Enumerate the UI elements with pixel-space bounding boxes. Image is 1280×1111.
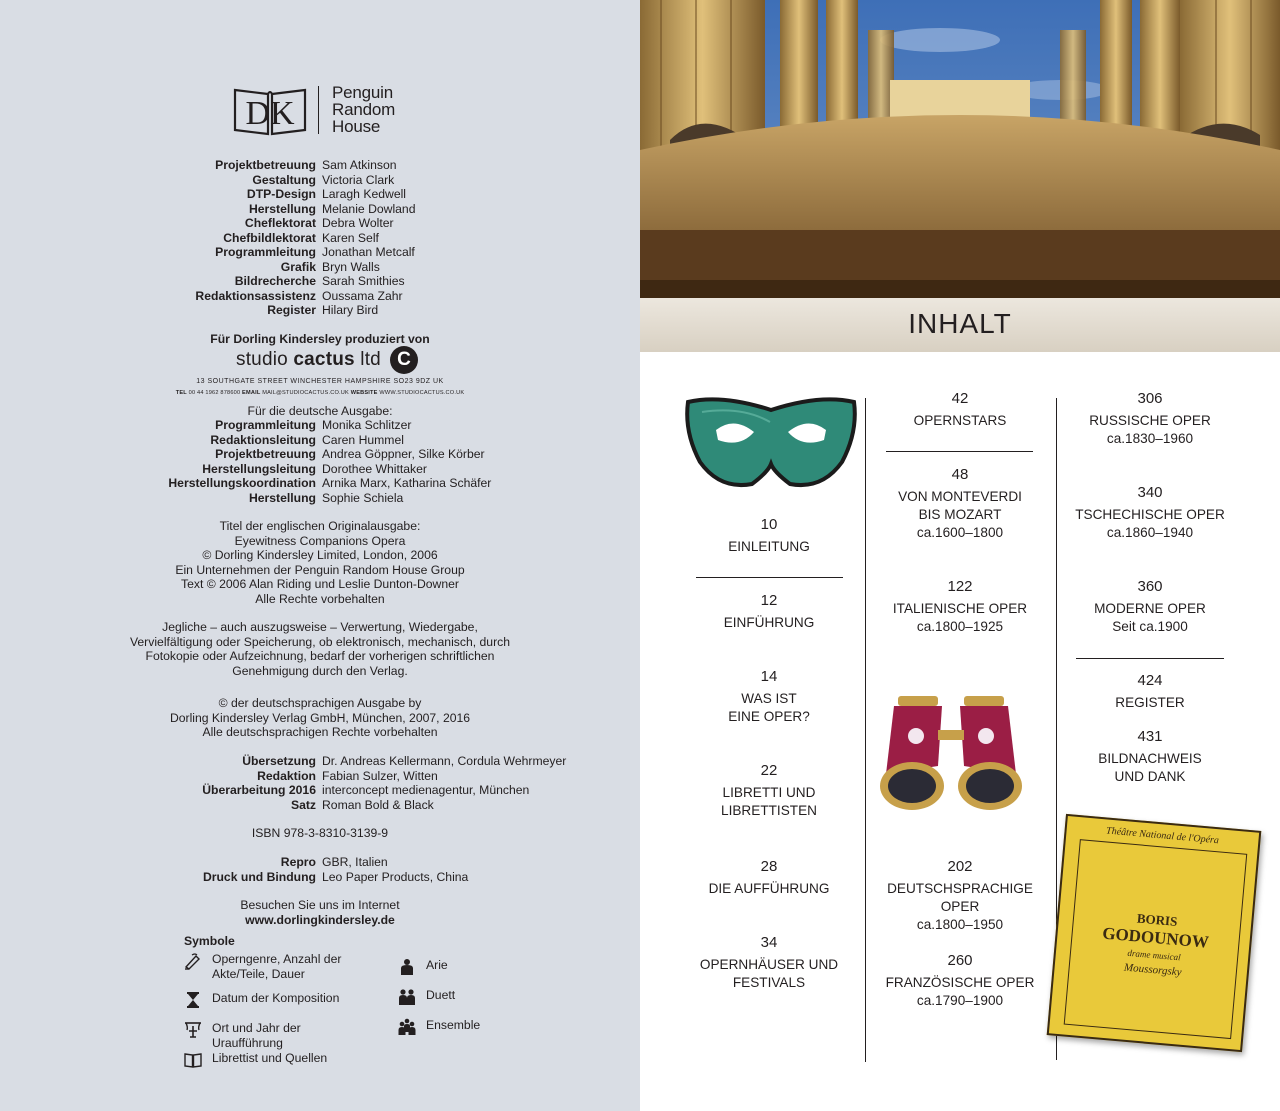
credit-row bbox=[100, 158, 540, 173]
notice-line: Eyewitness Companions Opera bbox=[234, 533, 406, 548]
symbol-label: Datum der Komposition bbox=[212, 991, 340, 1005]
credit-value: interconcept medienagentur, München bbox=[322, 783, 530, 797]
credit-row bbox=[100, 447, 540, 462]
toc-entry[interactable] bbox=[1060, 672, 1240, 712]
toc-page: 306 bbox=[1137, 390, 1163, 407]
poster-header: Théâtre National de l'Opéra bbox=[1105, 825, 1220, 847]
credit-row bbox=[100, 289, 540, 304]
credit-label: Redaktion bbox=[257, 768, 316, 783]
column-divider bbox=[865, 398, 866, 1062]
credit-value: Dr. Andreas Kellermann, Cordula Wehrmeyer bbox=[322, 754, 567, 768]
credit-label: Programmleitung bbox=[215, 418, 316, 432]
credit-row bbox=[100, 216, 540, 231]
credit-value: Victoria Clark bbox=[322, 172, 395, 187]
toc-page: 42 bbox=[951, 390, 969, 407]
toc-page: 48 bbox=[951, 466, 969, 483]
wordmark-line: Penguin bbox=[332, 83, 393, 102]
notice-line: Titel der englischen Originalausgabe: bbox=[219, 519, 421, 533]
credit-value: Debra Wolter bbox=[322, 216, 394, 230]
credit-value: Fabian Sulzer, Witten bbox=[322, 768, 438, 783]
website-value: WWW.STUDIOCACTUS.CO.UK bbox=[379, 390, 465, 396]
toc-entry[interactable] bbox=[870, 952, 1050, 1010]
toc-subtitle: ca.1790–1900 bbox=[916, 993, 1004, 1008]
credit-row bbox=[100, 855, 540, 870]
isbn: ISBN 978-3-8310-3139-9 bbox=[251, 826, 389, 840]
credit-value: Karen Self bbox=[322, 230, 379, 245]
credit-value: Sam Atkinson bbox=[322, 158, 397, 172]
toc-page: 122 bbox=[947, 578, 973, 595]
credit-label: Herstellung bbox=[248, 201, 316, 216]
print-credits bbox=[100, 855, 540, 884]
contents-header-band bbox=[640, 298, 1280, 352]
dk-book-logo-icon bbox=[232, 84, 308, 136]
toc-entry[interactable] bbox=[679, 762, 859, 820]
credit-value: Roman Bold & Black bbox=[322, 797, 434, 812]
symbol-label: Operngenre, Anzahl der Akte/Teile, Dauer bbox=[212, 952, 342, 981]
email-value: MAIL@STUDIOCACTUS.CO.UK bbox=[262, 390, 349, 396]
credit-row bbox=[100, 491, 540, 506]
toc-page: 202 bbox=[947, 858, 973, 875]
credit-label: Register bbox=[267, 303, 316, 317]
credit-row bbox=[100, 245, 540, 260]
toc-page: 34 bbox=[760, 934, 778, 951]
notice-line: © Dorling Kindersley Limited, London, 2006 bbox=[202, 548, 438, 562]
credit-label: Projektbetreuung bbox=[215, 158, 316, 172]
symbol-label: Ensemble bbox=[426, 1018, 481, 1032]
credit-value: Melanie Dowland bbox=[322, 201, 416, 216]
credit-value: Andrea Göppner, Silke Körber bbox=[322, 447, 485, 461]
credit-label: Cheflektorat bbox=[244, 216, 316, 230]
credit-row bbox=[100, 754, 567, 769]
symbol-label: Ort und Jahr der Uraufführung bbox=[212, 1021, 301, 1050]
credit-label: Übersetzung bbox=[242, 754, 316, 768]
credit-row bbox=[100, 187, 540, 202]
credit-label: Druck und Bindung bbox=[202, 869, 316, 884]
penguin-random-house-wordmark bbox=[332, 84, 395, 135]
section-divider bbox=[1076, 658, 1224, 659]
credit-label: Herstellungsleitung bbox=[202, 461, 316, 476]
uk-credits bbox=[100, 158, 540, 318]
poster-title-line: GODOUNOW bbox=[1101, 923, 1210, 952]
toc-page: 22 bbox=[760, 762, 778, 779]
credit-row bbox=[100, 870, 540, 885]
toc-page: 10 bbox=[760, 516, 778, 533]
credit-row bbox=[100, 173, 540, 188]
toc-title: ITALIENISCHE OPER bbox=[892, 601, 1028, 616]
credit-label: Projektbetreuung bbox=[215, 447, 316, 461]
credit-label: Programmleitung bbox=[215, 245, 316, 259]
boris-godunov-poster bbox=[1047, 814, 1262, 1052]
opera-glasses-image bbox=[872, 690, 1028, 820]
credit-value: Sarah Smithies bbox=[322, 274, 405, 288]
toc-title: TSCHECHISCHE OPER bbox=[1075, 507, 1225, 522]
credit-label: DTP-Design bbox=[246, 187, 316, 201]
toc-subtitle: ca.1800–1950 bbox=[916, 917, 1004, 932]
toc-entry[interactable] bbox=[1060, 484, 1240, 542]
notice-line: Genehmigung durch den Verlag. bbox=[232, 663, 408, 678]
credit-row bbox=[100, 260, 540, 275]
credit-row bbox=[100, 783, 540, 798]
studio-address: 13 SOUTHGATE STREET WINCHESTER HAMPSHIRE SO23 9DZ UK bbox=[196, 378, 444, 385]
open-book-icon bbox=[184, 1051, 202, 1069]
toc-title: OPERNHÄUSER UND FESTIVALS bbox=[699, 957, 839, 990]
credit-value: Jonathan Metcalf bbox=[322, 245, 415, 259]
section-divider bbox=[886, 451, 1033, 452]
notice-line: Vervielfältigung oder Speicherung, ob elektronisch, mechanisch, durch bbox=[129, 634, 511, 649]
german-copyright bbox=[90, 696, 550, 740]
toc-page: 260 bbox=[947, 952, 973, 969]
credit-label: Redaktionsleitung bbox=[210, 432, 316, 447]
toc-title: DEUTSCHSPRACHIGE OPER bbox=[887, 881, 1033, 914]
toc-subtitle: Seit ca.1900 bbox=[1112, 619, 1188, 634]
email-label: EMAIL bbox=[242, 390, 261, 396]
credit-label: Herstellung bbox=[248, 490, 316, 505]
original-edition-notice bbox=[90, 519, 550, 606]
toc-entry[interactable] bbox=[679, 516, 859, 556]
toc-subtitle: ca.1600–1800 bbox=[916, 525, 1004, 540]
credit-label: Satz bbox=[290, 797, 316, 812]
credit-value: Sophie Schiela bbox=[322, 490, 404, 505]
contents-title: INHALT bbox=[908, 308, 1012, 339]
wordmark-line: Random bbox=[332, 100, 396, 119]
toc-title: EINLEITUNG bbox=[728, 539, 810, 554]
credit-label: Herstellungskoordination bbox=[168, 476, 316, 490]
solo-singer-icon bbox=[398, 958, 416, 976]
notice-line: Fotokopie oder Aufzeichnung, bedarf der vorherigen schriftlichen bbox=[145, 649, 495, 663]
credit-value: Laragh Kedwell bbox=[322, 187, 407, 201]
credit-label: Chefbildlektorat bbox=[223, 230, 316, 245]
toc-entry[interactable] bbox=[870, 390, 1050, 430]
credit-value: Leo Paper Products, China bbox=[322, 869, 469, 884]
poster-title-line: BORIS bbox=[1136, 910, 1178, 929]
ensemble-icon bbox=[398, 1018, 416, 1036]
notice-line: Ein Unternehmen der Penguin Random House Group bbox=[175, 562, 465, 577]
toc-page: 360 bbox=[1137, 578, 1163, 595]
toc-entry[interactable] bbox=[1060, 390, 1240, 448]
toc-title: REGISTER bbox=[1115, 695, 1185, 710]
poster-subtitle: drame musical bbox=[1127, 947, 1182, 963]
notice-line: Alle Rechte vorbehalten bbox=[255, 591, 385, 606]
credit-value: Bryn Walls bbox=[322, 259, 380, 274]
toc-entry[interactable] bbox=[870, 466, 1050, 542]
section-divider bbox=[696, 577, 843, 578]
toc-title: OPERNSTARS bbox=[913, 413, 1007, 428]
duet-icon bbox=[398, 988, 416, 1006]
credit-row bbox=[100, 231, 540, 246]
toc-page: 28 bbox=[760, 858, 778, 875]
studio-cactus-logo bbox=[236, 344, 426, 376]
toc-subtitle: ca.1830–1960 bbox=[1106, 431, 1194, 446]
stage-icon bbox=[184, 1021, 202, 1039]
credit-value: Caren Hummel bbox=[322, 432, 404, 447]
notice-line: © der deutschsprachigen Ausgabe by bbox=[218, 696, 422, 710]
cactus-word: cactus bbox=[293, 349, 355, 370]
toc-page: 424 bbox=[1137, 672, 1163, 689]
credit-row bbox=[100, 303, 540, 318]
stage-scene-illustration bbox=[640, 0, 1280, 298]
opera-stage-photo bbox=[640, 0, 1280, 298]
toc-entry[interactable] bbox=[679, 934, 859, 992]
toc-title: BILDNACHWEIS UND DANK bbox=[1098, 751, 1202, 784]
cactus-badge-icon: C bbox=[390, 346, 418, 374]
toc-title: VON MONTEVERDI BIS MOZART bbox=[898, 489, 1022, 522]
credit-row bbox=[100, 202, 540, 217]
credit-label: Redaktionsassistenz bbox=[195, 288, 316, 303]
credit-row bbox=[100, 433, 540, 448]
symbol-label: Arie bbox=[426, 958, 448, 972]
credit-value: Hilary Bird bbox=[322, 303, 379, 317]
toc-entry[interactable] bbox=[870, 578, 1050, 636]
wordmark-line: House bbox=[332, 117, 381, 136]
mask-image bbox=[682, 392, 860, 496]
credit-label: Grafik bbox=[280, 259, 316, 274]
studio-cactus-wordmark bbox=[236, 349, 381, 371]
notice-line: Alle deutschsprachigen Rechte vorbehalten bbox=[202, 725, 438, 739]
poster-composer: Moussorgsky bbox=[1123, 961, 1183, 979]
credit-row bbox=[100, 798, 540, 813]
tel-value: 00 44 1962 878600 bbox=[188, 390, 241, 396]
hourglass-icon bbox=[184, 991, 202, 1009]
toc-title: DIE AUFFÜHRUNG bbox=[708, 881, 830, 896]
website-label: WEBSITE bbox=[350, 390, 378, 396]
toc-page: 12 bbox=[760, 592, 778, 609]
notice-line: Dorling Kindersley Verlag GmbH, München, 2007, 2016 bbox=[169, 710, 471, 725]
toc-title: LIBRETTI UND LIBRETTISTEN bbox=[721, 785, 817, 818]
toc-title: MODERNE OPER bbox=[1094, 601, 1206, 616]
symbol-label: Librettist und Quellen bbox=[212, 1051, 328, 1065]
publisher-logo bbox=[232, 84, 412, 136]
credit-label: Gestaltung bbox=[252, 172, 316, 187]
translation-credits bbox=[100, 754, 567, 812]
credit-value: Monika Schlitzer bbox=[322, 418, 412, 432]
logo-divider bbox=[318, 86, 319, 134]
toc-entry[interactable] bbox=[679, 858, 859, 898]
toc-entry[interactable] bbox=[870, 858, 1050, 934]
legal-notice bbox=[90, 620, 550, 678]
toc-title: RUSSISCHE OPER bbox=[1089, 413, 1211, 428]
toc-entry[interactable] bbox=[1060, 578, 1240, 636]
toc-subtitle: ca.1800–1925 bbox=[916, 619, 1004, 634]
credit-row bbox=[100, 462, 540, 477]
credit-value: GBR, Italien bbox=[322, 855, 388, 869]
visit-line: Besuchen Sie uns im Internet bbox=[240, 898, 400, 912]
german-edition-heading: Für die deutsche Ausgabe: bbox=[247, 404, 393, 418]
symbol-legend bbox=[184, 934, 504, 1084]
credit-label: Überarbeitung 2016 bbox=[202, 783, 316, 797]
credit-row bbox=[100, 769, 540, 784]
toc-title: WAS IST EINE OPER? bbox=[728, 691, 810, 724]
toc-page: 340 bbox=[1137, 484, 1163, 501]
pen-icon bbox=[184, 952, 202, 970]
notice-line: Jegliche – auch auszugsweise – Verwertung, Wiedergabe, bbox=[162, 620, 478, 634]
credit-row bbox=[100, 274, 540, 289]
german-credits bbox=[100, 418, 540, 505]
toc-title: EINFÜHRUNG bbox=[723, 615, 815, 630]
toc-subtitle: ca.1860–1940 bbox=[1106, 525, 1194, 540]
credit-value: Dorothee Whittaker bbox=[322, 461, 427, 476]
studio-contact bbox=[150, 390, 490, 396]
credit-value: Arnika Marx, Katharina Schäfer bbox=[322, 476, 492, 490]
symbol-legend-title: Symbole bbox=[184, 934, 235, 948]
toc-page: 14 bbox=[760, 668, 778, 685]
dk-letters: DK bbox=[245, 95, 295, 132]
ltd-word: ltd bbox=[354, 349, 381, 370]
symbol-label: Duett bbox=[426, 988, 456, 1002]
toc-title: FRANZÖSISCHE OPER bbox=[885, 975, 1035, 990]
toc-entry[interactable] bbox=[679, 668, 859, 726]
notice-line: Text © 2006 Alan Riding und Leslie Dunton-Downer bbox=[181, 577, 459, 591]
credit-row bbox=[100, 476, 540, 491]
credit-label: Repro bbox=[280, 855, 316, 869]
credit-row bbox=[100, 418, 540, 433]
website-link[interactable]: www.dorlingkindersley.de bbox=[245, 913, 395, 927]
toc-entry[interactable] bbox=[679, 592, 859, 632]
credit-label: Bildrecherche bbox=[234, 274, 316, 288]
produced-by-line: Für Dorling Kindersley produziert von bbox=[210, 332, 430, 346]
toc-entry[interactable] bbox=[1060, 728, 1240, 786]
tel-label: TEL bbox=[175, 390, 187, 396]
studio-word: studio bbox=[236, 349, 294, 370]
credit-value: Oussama Zahr bbox=[322, 288, 403, 303]
toc-page: 431 bbox=[1137, 728, 1163, 745]
